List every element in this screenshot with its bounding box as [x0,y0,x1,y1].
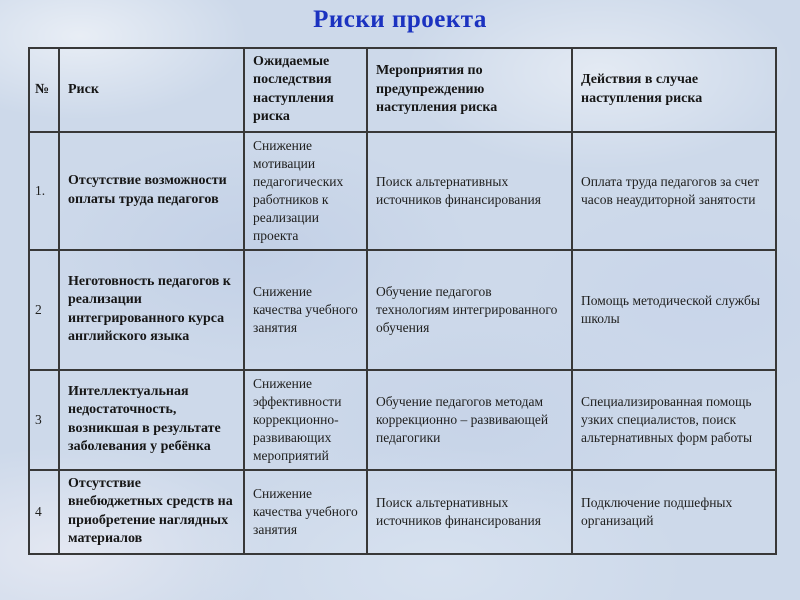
header-cell-risk: Риск [59,48,244,132]
table-row [29,250,776,370]
cell-risk: Отсутствие возможности оплаты труда педагогов [59,132,244,250]
cell-actions: Оплата труда педагогов за счет часов неаудиторной занятости [572,132,776,250]
header-cell-consequences: Ожидаемые последствия наступления риска [244,48,367,132]
cell-number: 4 [29,470,59,554]
risks-table [28,47,777,555]
cell-risk: Неготовность педагогов к реализации интегрированного курса английского языка [59,250,244,370]
cell-consequences: Снижение мотивации педагогических работников к реализации проекта [244,132,367,250]
cell-number: 1. [29,132,59,250]
cell-prevention: Обучение педагогов методам коррекционно – развивающей педагогики [367,370,572,470]
cell-actions: Специализированная помощь узких специалистов, поиск альтернативных форм работы [572,370,776,470]
cell-consequences: Снижение эффективности коррекционно-развивающих мероприятий [244,370,367,470]
cell-number: 3 [29,370,59,470]
cell-risk: Отсутствие внебюджетных средств на приобретение наглядных материалов [59,470,244,554]
header-cell-actions: Действия в случае наступления риска [572,48,776,132]
cell-prevention: Поиск альтернативных источников финансирования [367,470,572,554]
cell-prevention: Обучение педагогов технологиям интегрированного обучения [367,250,572,370]
table-row [29,132,776,250]
table-row [29,470,776,554]
cell-actions: Помощь методической службы школы [572,250,776,370]
cell-consequences: Снижение качества учебного занятия [244,470,367,554]
cell-prevention: Поиск альтернативных источников финансирования [367,132,572,250]
cell-actions: Подключение подшефных организаций [572,470,776,554]
cell-risk: Интеллектуальная недостаточность, возникшая в результате заболевания у ребёнка [59,370,244,470]
header-cell-prevention: Мероприятия по предупреждению наступления риска [367,48,572,132]
table-header-row [29,48,776,132]
page-title: Риски проекта [313,6,487,33]
cell-consequences: Снижение качества учебного занятия [244,250,367,370]
cell-number: 2 [29,250,59,370]
header-cell-number: № [29,48,59,132]
table-row [29,370,776,470]
